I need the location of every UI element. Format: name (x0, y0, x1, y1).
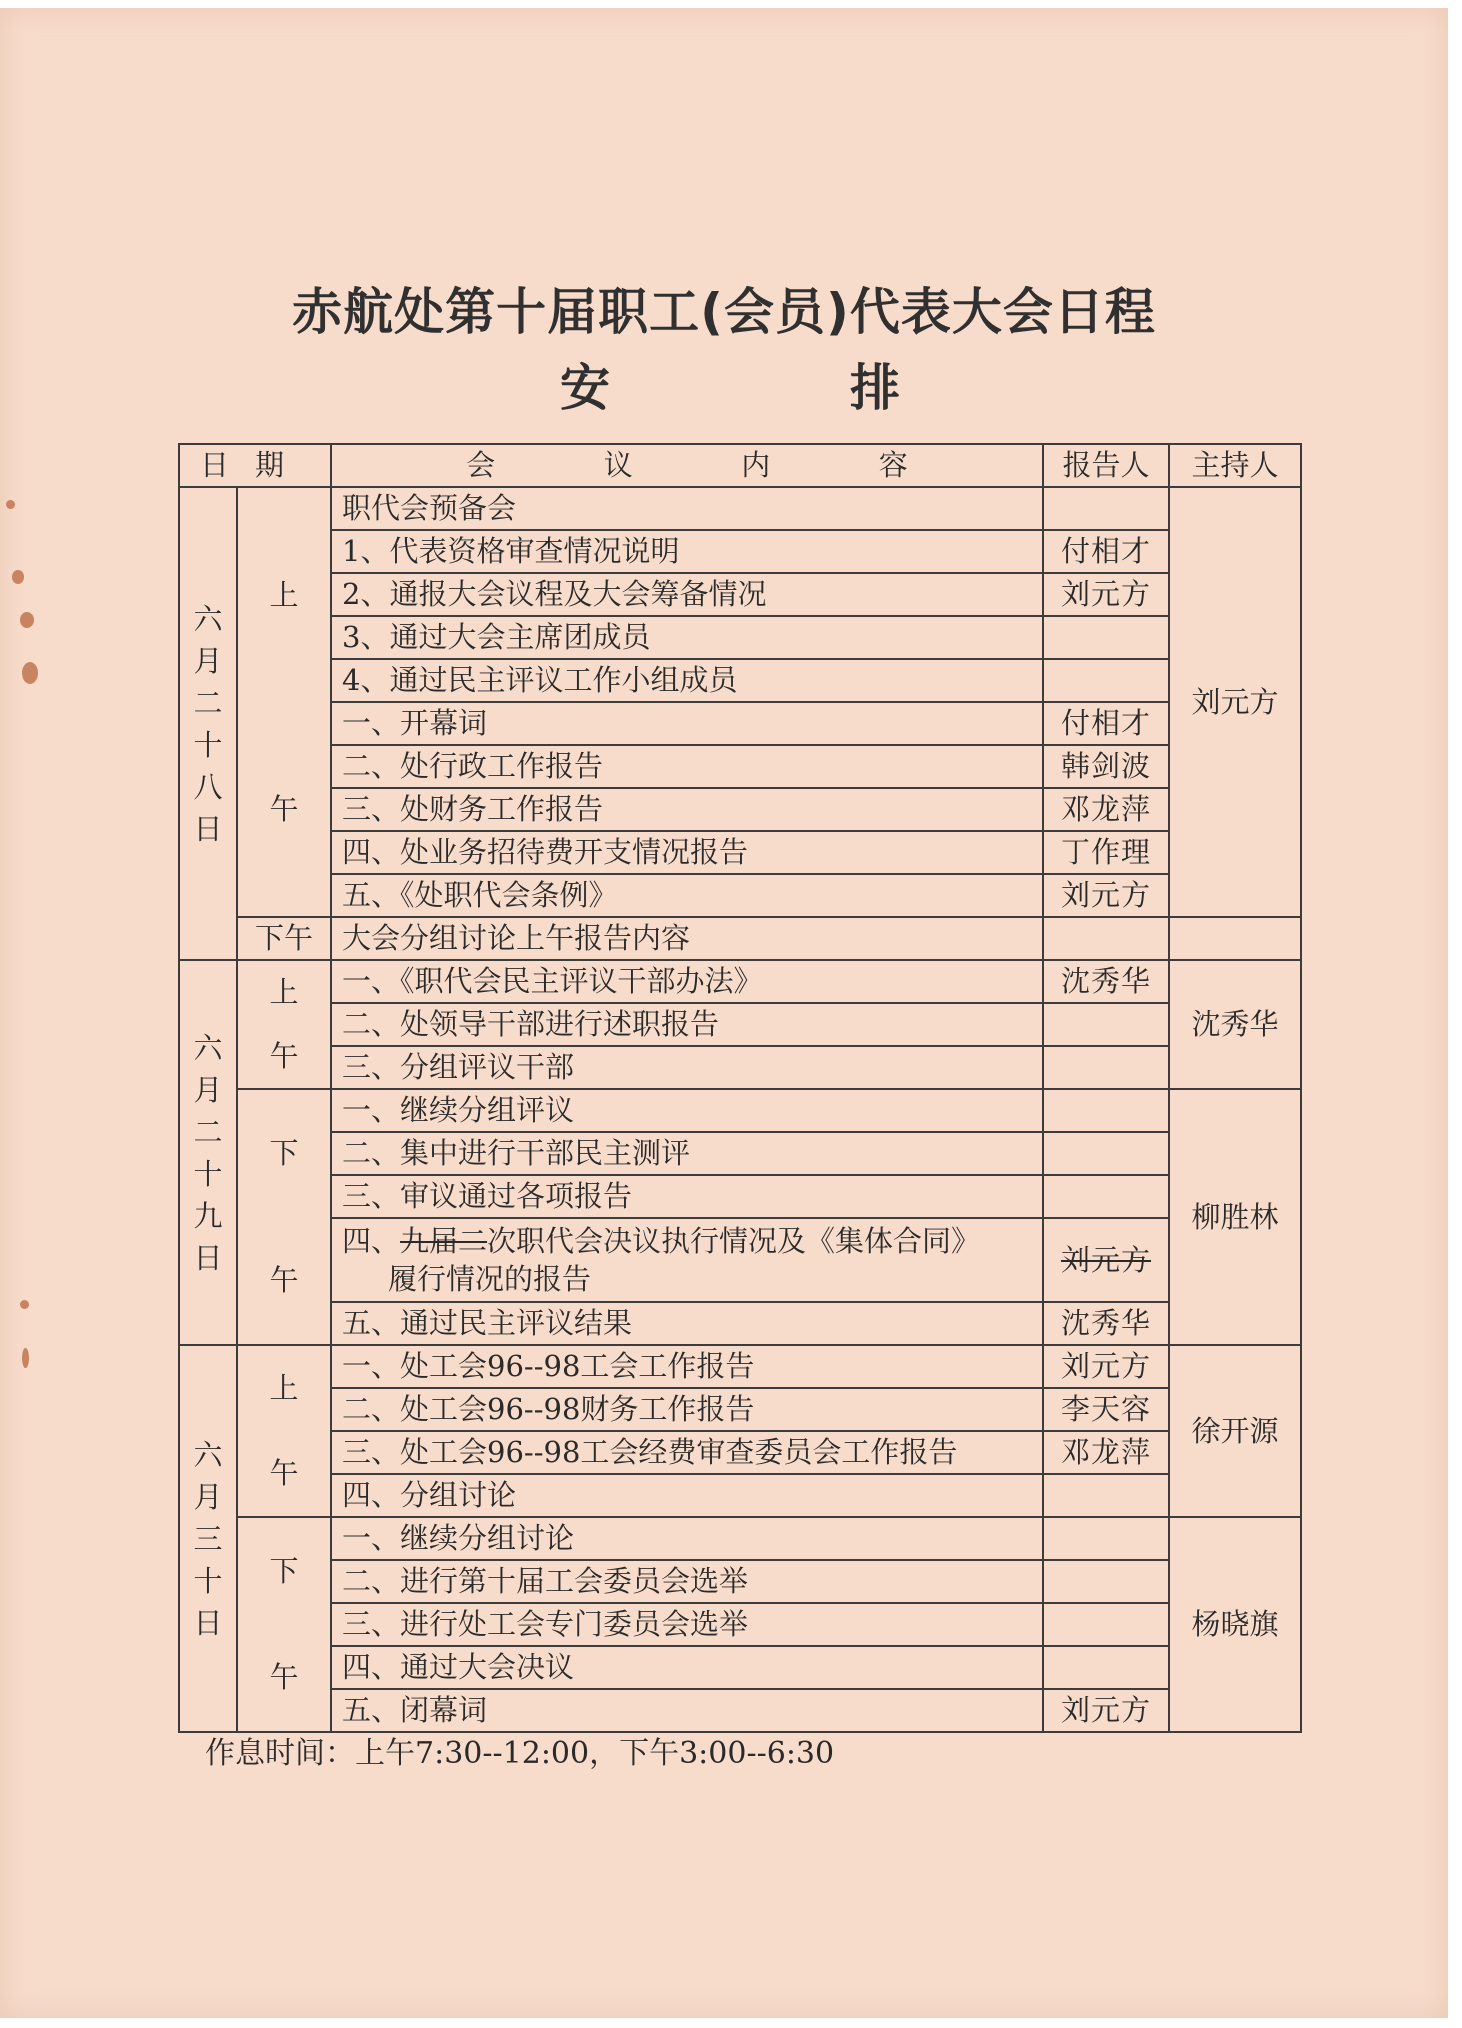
stain-spot (6, 500, 15, 509)
agenda-item: 职代会预备会 (331, 487, 1043, 530)
agenda-item: 三、处财务工作报告 (331, 788, 1043, 831)
session-char: 下 (269, 1553, 299, 1588)
table-row (179, 1302, 1301, 1345)
header-row (179, 444, 1301, 487)
table-row (179, 1388, 1301, 1431)
table-row (179, 530, 1301, 573)
day-label-1 (179, 487, 237, 960)
header-content-char: 议 (603, 448, 633, 482)
day-char: 六 (193, 1030, 223, 1065)
agenda-item: 三、处工会96--98工会经费审查委员会工作报告 (331, 1431, 1043, 1474)
day-char: 日 (193, 1605, 223, 1640)
day-char: 二 (193, 1114, 223, 1149)
struck-text: 九届二 (400, 1224, 488, 1258)
agenda-item: 二、处领导干部进行述职报告 (331, 1003, 1043, 1046)
reporter-cell (1043, 1046, 1169, 1089)
agenda-item: 二、集中进行干部民主测评 (331, 1132, 1043, 1175)
agenda-item: 五、《处职代会条例》 (331, 874, 1043, 917)
subtitle-char: 安 (560, 359, 610, 417)
day-char: 日 (193, 811, 223, 846)
reporter-cell (1043, 1175, 1169, 1218)
session-char: 上 (269, 975, 299, 1010)
table-row (179, 1345, 1301, 1388)
table-row (179, 659, 1301, 702)
agenda-item: 一、继续分组评议 (331, 1089, 1043, 1132)
day-char: 三 (193, 1521, 223, 1556)
day-char: 月 (193, 643, 223, 678)
table-row (179, 1646, 1301, 1689)
reporter-cell (1043, 487, 1169, 530)
reporter-cell: 沈秀华 (1043, 1302, 1169, 1345)
header-content-char: 容 (878, 448, 908, 482)
session-char: 午 (269, 1660, 299, 1695)
table-row (179, 1689, 1301, 1732)
table-row (179, 616, 1301, 659)
host-cell: 沈秀华 (1169, 960, 1301, 1089)
day-char: 十 (193, 1156, 223, 1191)
table-row (179, 1132, 1301, 1175)
table-row (179, 1175, 1301, 1218)
session-char: 上 (269, 1371, 299, 1405)
table-row (179, 1089, 1301, 1132)
session-char: 下 (269, 1136, 299, 1170)
reporter-cell: 刘元方 (1043, 874, 1169, 917)
agenda-item: 三、分组评议干部 (331, 1046, 1043, 1089)
session-char: 午 (269, 1038, 299, 1073)
table-row (179, 702, 1301, 745)
table-row (179, 1431, 1301, 1474)
agenda-item: 4、通过民主评议工作小组成员 (331, 659, 1043, 702)
reporter-cell: 沈秀华 (1043, 960, 1169, 1003)
header-reporter: 报告人 (1043, 444, 1169, 487)
reporter-cell: 刘元方 (1043, 573, 1169, 616)
table-row (179, 788, 1301, 831)
agenda-item: 二、进行第十届工会委员会选举 (331, 1560, 1043, 1603)
reporter-cell (1043, 1517, 1169, 1560)
schedule-table (178, 443, 1302, 1733)
stain-spot (20, 612, 34, 628)
table-row (179, 917, 1301, 960)
reporter-cell: 韩剑波 (1043, 745, 1169, 788)
table-row (179, 1603, 1301, 1646)
header-content (331, 444, 1043, 487)
session-pm (237, 1089, 331, 1345)
reporter-cell (1043, 1003, 1169, 1046)
session-char: 上 (269, 577, 299, 612)
day-char: 月 (193, 1072, 223, 1107)
agenda-item: 一、《职代会民主评议干部办法》 (331, 960, 1043, 1003)
agenda-item-text-line2: 履行情况的报告 (388, 1262, 592, 1296)
reporter-cell: 邓龙萍 (1043, 788, 1169, 831)
table-row (179, 1046, 1301, 1089)
agenda-item: 3、通过大会主席团成员 (331, 616, 1043, 659)
struck-reporter: 刘元方 (1061, 1243, 1152, 1277)
stain-spot (12, 570, 24, 584)
reporter-cell (1043, 917, 1169, 960)
table-row (179, 745, 1301, 788)
agenda-item: 2、通报大会议程及大会筹备情况 (331, 573, 1043, 616)
agenda-item: 1、代表资格审查情况说明 (331, 530, 1043, 573)
agenda-item: 一、开幕词 (331, 702, 1043, 745)
table-row (179, 1517, 1301, 1560)
day-label-3 (179, 1345, 237, 1732)
host-cell: 徐开源 (1169, 1345, 1301, 1517)
session-am (237, 960, 331, 1089)
table-row (179, 960, 1301, 1003)
agenda-item: 四、分组讨论 (331, 1474, 1043, 1517)
table-row (179, 1560, 1301, 1603)
agenda-item: 三、审议通过各项报告 (331, 1175, 1043, 1218)
stain-spot (22, 662, 38, 684)
reporter-cell (1043, 659, 1169, 702)
agenda-item: 五、通过民主评议结果 (331, 1302, 1043, 1345)
agenda-item: 二、处工会96--98财务工作报告 (331, 1388, 1043, 1431)
reporter-cell (1043, 1560, 1169, 1603)
agenda-item-prefix: 四、 (342, 1224, 401, 1258)
agenda-item-text: 次职代会决议执行情况及《集体合同》 (487, 1224, 981, 1258)
host-cell: 柳胜林 (1169, 1089, 1301, 1345)
agenda-item: 四、处业务招待费开支情况报告 (331, 831, 1043, 874)
day-char: 八 (193, 769, 223, 804)
host-cell (1169, 917, 1301, 960)
reporter-cell: 丁作理 (1043, 831, 1169, 874)
day-label-2 (179, 960, 237, 1345)
reporter-cell: 李天容 (1043, 1388, 1169, 1431)
day-char: 六 (193, 1437, 223, 1472)
agenda-item: 大会分组讨论上午报告内容 (331, 917, 1043, 960)
host-cell: 刘元方 (1169, 487, 1301, 917)
table-row (179, 874, 1301, 917)
day-char: 六 (193, 601, 223, 636)
day-char: 十 (193, 1563, 223, 1598)
day-char: 九 (193, 1198, 223, 1233)
reporter-cell (1043, 1474, 1169, 1517)
reporter-cell: 刘元方 (1043, 1689, 1169, 1732)
day-char: 日 (193, 1240, 223, 1275)
agenda-item: 三、进行处工会专门委员会选举 (331, 1603, 1043, 1646)
agenda-item: 四、通过大会决议 (331, 1646, 1043, 1689)
agenda-item (331, 1218, 1043, 1302)
work-hours-note: 作息时间：上午7:30--12:00，下午3:00--6:30 (205, 1736, 835, 1771)
subtitle-char: 排 (850, 359, 900, 417)
header-content-char: 会 (466, 448, 496, 482)
header-date: 日期 (179, 444, 331, 487)
table-row (179, 1003, 1301, 1046)
reporter-cell (1043, 1603, 1169, 1646)
reporter-cell (1043, 616, 1169, 659)
reporter-cell: 邓龙萍 (1043, 1431, 1169, 1474)
host-cell: 杨晓旗 (1169, 1517, 1301, 1732)
reporter-cell (1043, 1646, 1169, 1689)
document-title: 赤航处第十届职工(会员)代表大会日程 (292, 283, 1156, 341)
agenda-item: 二、处行政工作报告 (331, 745, 1043, 788)
header-content-char: 内 (741, 448, 771, 482)
day-char: 月 (193, 1479, 223, 1514)
table-row (179, 831, 1301, 874)
session-char: 午 (269, 791, 299, 826)
session-char: 午 (269, 1263, 299, 1297)
table-row (179, 1218, 1301, 1302)
table-row (179, 1474, 1301, 1517)
session-pm (237, 1517, 331, 1732)
day-char: 十 (193, 727, 223, 762)
reporter-cell: 付相才 (1043, 702, 1169, 745)
reporter-cell (1043, 1089, 1169, 1132)
stain-spot (22, 1348, 29, 1368)
reporter-cell: 付相才 (1043, 530, 1169, 573)
stain-spot (20, 1300, 29, 1309)
agenda-item: 一、处工会96--98工会工作报告 (331, 1345, 1043, 1388)
reporter-cell (1043, 1218, 1169, 1302)
session-char: 午 (269, 1456, 299, 1490)
reporter-cell: 刘元方 (1043, 1345, 1169, 1388)
reporter-cell (1043, 1132, 1169, 1175)
day-char: 二 (193, 685, 223, 720)
agenda-item: 五、闭幕词 (331, 1689, 1043, 1732)
agenda-item: 一、继续分组讨论 (331, 1517, 1043, 1560)
table-row (179, 573, 1301, 616)
session-am (237, 487, 331, 917)
session-pm: 下午 (237, 917, 331, 960)
table-row (179, 487, 1301, 530)
header-host: 主持人 (1169, 444, 1301, 487)
document-subtitle (560, 348, 900, 420)
session-am (237, 1345, 331, 1517)
